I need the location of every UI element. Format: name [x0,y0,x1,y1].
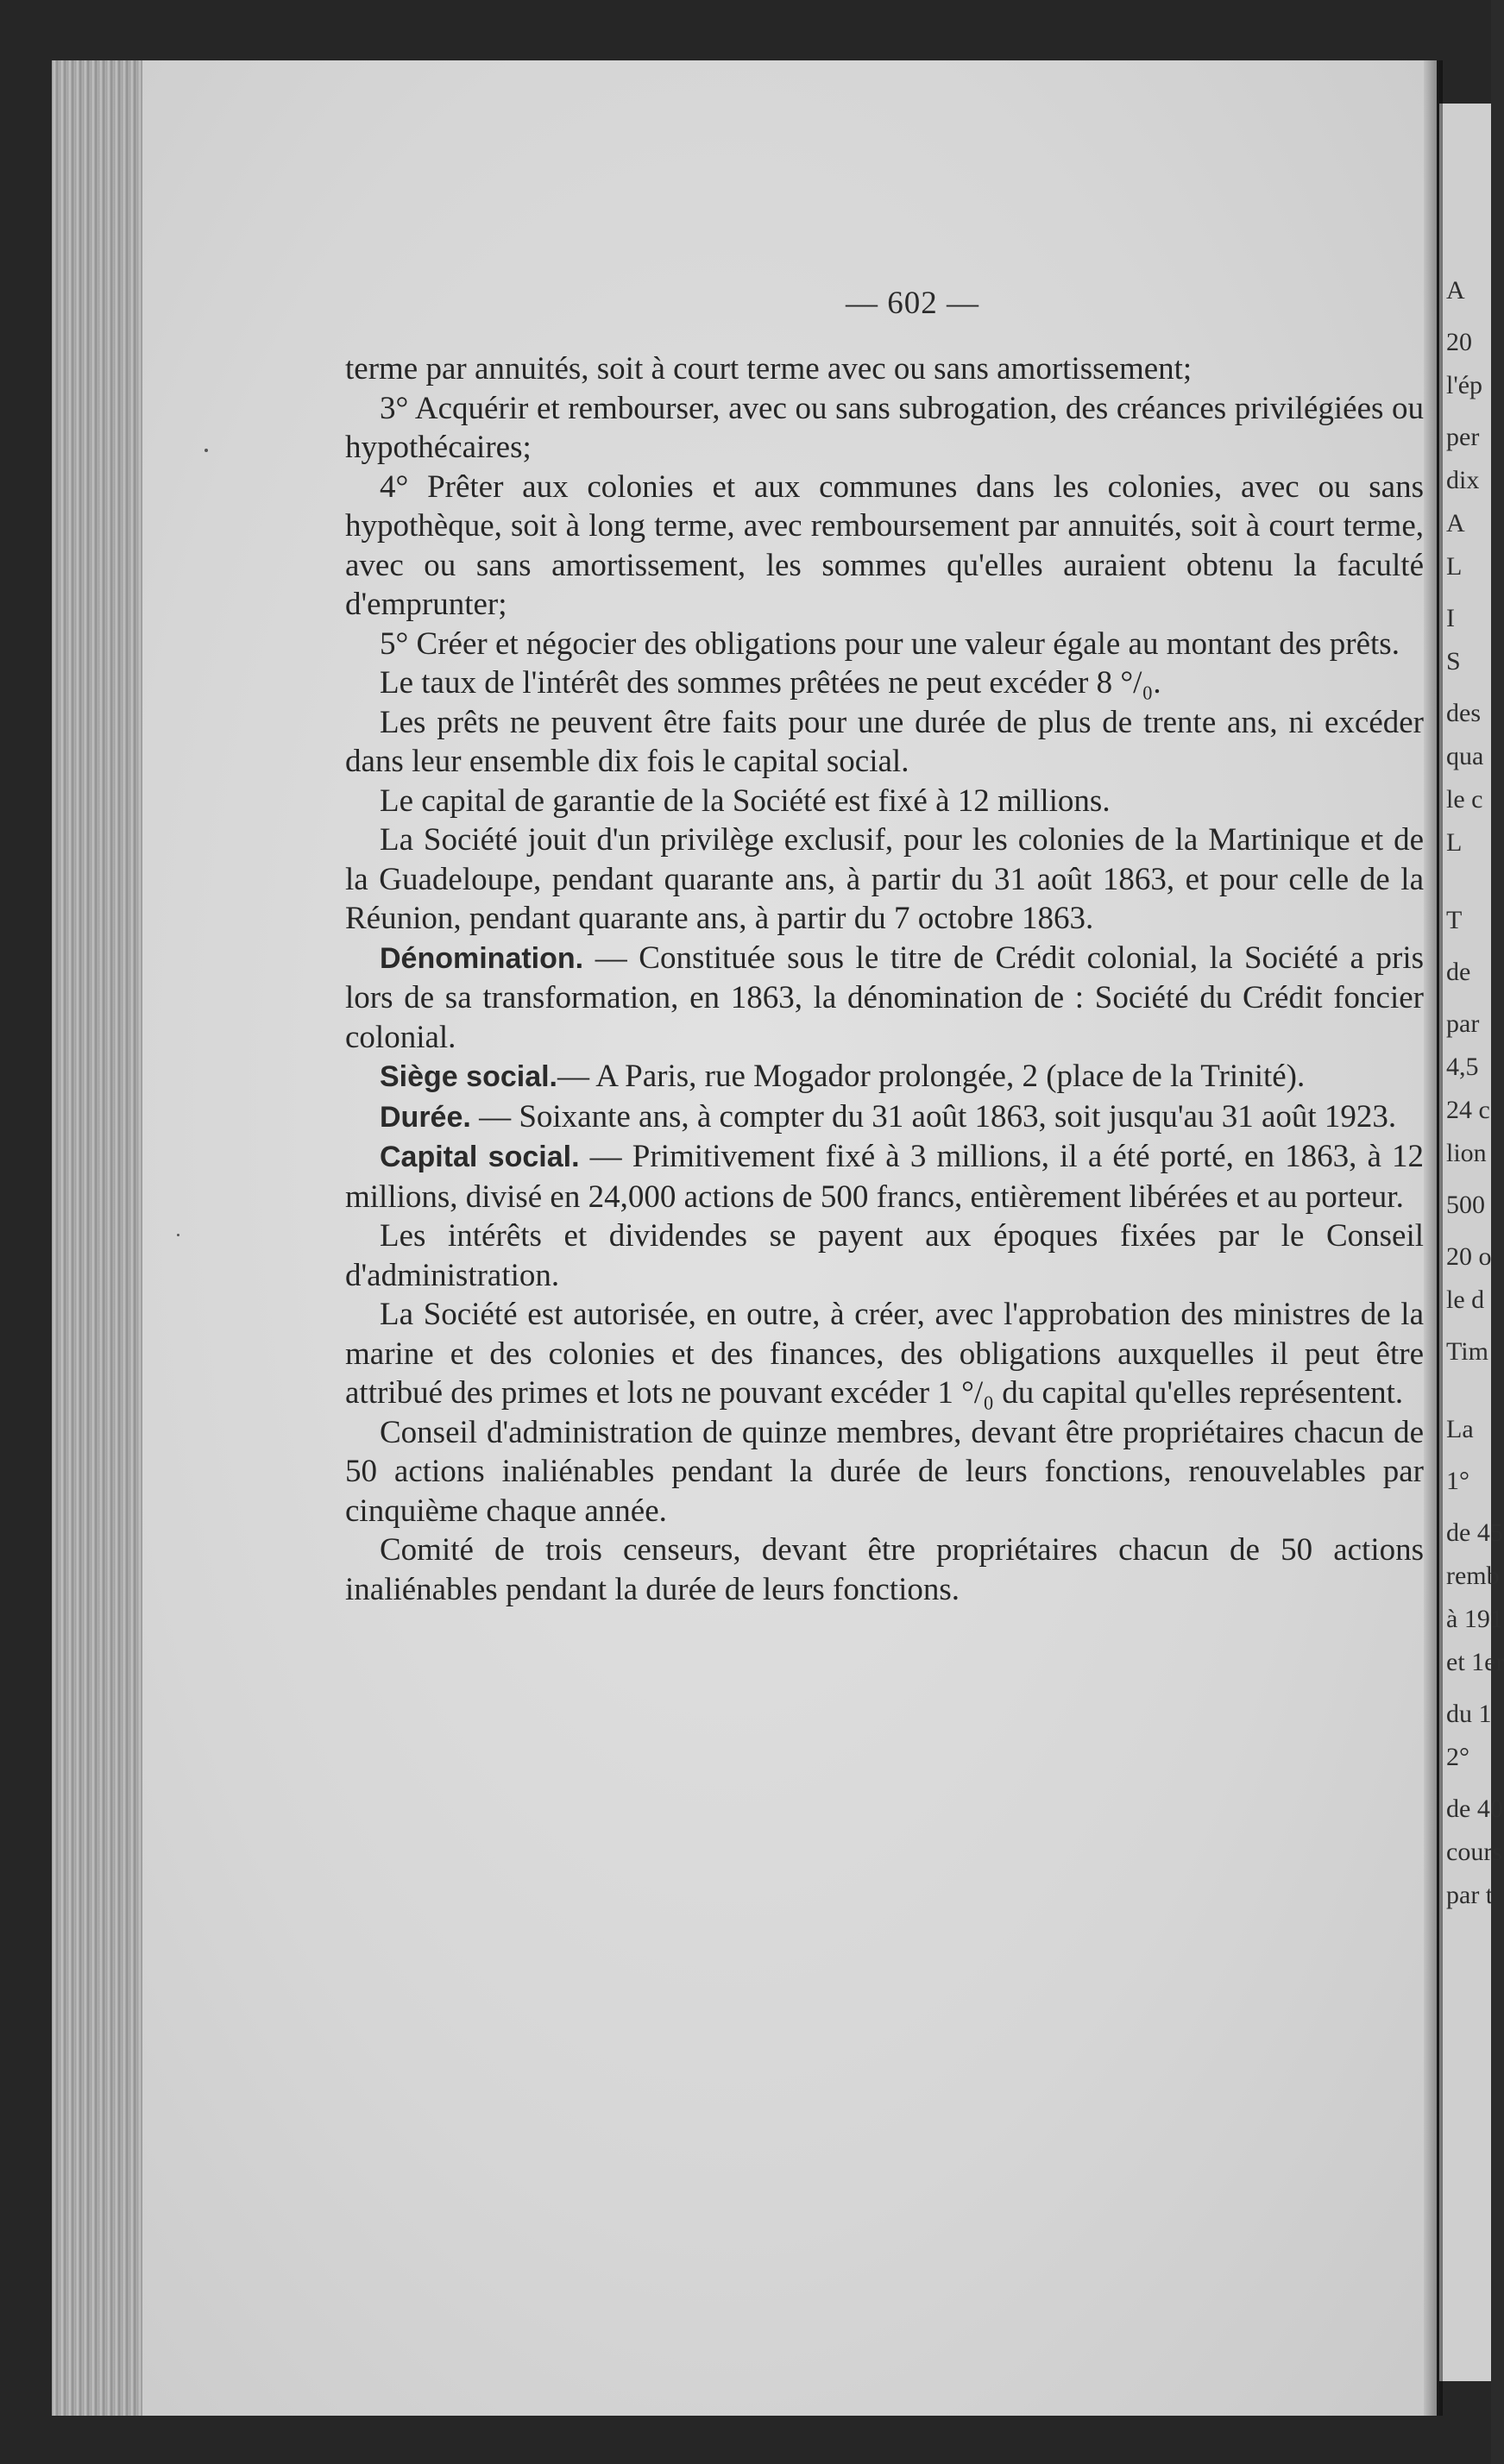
adjacent-page-fragment: de [1446,958,1471,986]
adjacent-page-fragment: I [1446,604,1455,632]
adjacent-page-fragment: le d [1446,1285,1485,1314]
adjacent-page-fragment: A [1446,276,1465,305]
paragraph-text: 5° Créer et négocier des obligations pour une valeur égale au montant des prêts. [380,625,1400,662]
paragraph [345,1531,1424,1609]
paragraph-text: Les intérêts et dividendes se payent aux époques fixées par le Conseil d'administration. [345,1218,1424,1293]
paragraph [345,663,1424,703]
paragraph-text: Les prêts ne peuvent être faits pour une durée de plus de trente ans, ni excéder dans leur ensemble dix fois le capital social. [345,704,1424,779]
paragraph-text: La Société est autorisée, en outre, à créer, avec l'approbation des ministres de la marine et des colonies et des finances, des obligations auxquelles il peut être attribué des primes et lots ne pouvant excéder 1 °/₀ du capital qu'elles représentent. [345,1297,1424,1411]
adjacent-page-fragment: cours [1446,1838,1502,1866]
paragraph-text: Le capital de garantie de la Société est fixé à 12 millions. [380,783,1111,819]
paragraph [345,939,1424,1058]
adjacent-page-fragment: remb [1446,1562,1500,1590]
page-body [345,349,1424,1609]
paragraph [345,820,1424,939]
paragraph-text: — Constituée sous le titre de Crédit colonial, la Société a pris lors de sa transformation, en 1863, la dénomination de : Société du Crédit foncier colonial. [345,940,1424,1055]
adjacent-page-fragment: à 191 [1446,1605,1503,1633]
page-number: — 602 — [846,286,979,321]
adjacent-page-strip [1439,104,1504,2381]
paragraph [345,1057,1424,1097]
adjacent-page-fragment: par [1446,1009,1480,1038]
adjacent-page-fragment: 2° [1446,1743,1469,1771]
adjacent-page-fragment: dix [1446,466,1480,494]
adjacent-page-fragment: 1° [1446,1467,1469,1495]
paragraph-text: — Soixante ans, à compter du 31 août 1863, soit jusqu'au 31 août 1923. [470,1098,1397,1135]
adjacent-page-fragment: et 1er [1446,1648,1504,1676]
paragraph [345,782,1424,821]
section-heading: Siège social. [380,1060,557,1093]
adjacent-page-fragment: 24 c [1446,1096,1490,1124]
adjacent-page-fragment: A [1446,509,1465,537]
paragraph [345,625,1424,664]
adjacent-page-fragment: per [1446,423,1480,451]
adjacent-page-fragment: de 45 [1446,1518,1503,1547]
section-heading: Durée. [380,1100,471,1134]
paragraph-text: terme par annuités, soit à court terme avec ou sans amortissement; [345,351,1193,387]
adjacent-page-fragment: 20 [1446,328,1472,356]
paragraph-text: Comité de trois censeurs, devant être propriétaires chacun de 50 actions inaliénables pendant la durée de leurs fonctions. [345,1532,1424,1607]
adjacent-page-fragment: des [1446,699,1481,727]
paragraph-text: 4° Prêter aux colonies et aux communes dans les colonies, avec ou sans hypothèque, soit à long terme, avec remboursement par annuités, soit à court terme, avec ou sans amortissement, les sommes qu'elles auraient obtenu la faculté d'emprunter; [345,468,1424,622]
section-heading: Dénomination. [380,941,584,975]
paragraph [345,1137,1424,1216]
page-stack-edge [52,60,147,2416]
adjacent-page-fragment: L [1446,828,1463,857]
paragraph-text: — Primitivement fixé à 3 millions, il a été porté, en 1863, à 12 millions, divisé en 24,000 actions de 500 francs, entièrement libérées et au porteur. [345,1139,1425,1215]
adjacent-page-fragment: 4,5 [1446,1053,1479,1081]
paragraph-text: Le taux de l'intérêt des sommes prêtées ne peut excéder 8 °/₀. [380,665,1161,701]
adjacent-page-fragment: le c [1446,785,1483,814]
dust-speck [205,449,208,452]
adjacent-page-fragment: de 40 [1446,1795,1503,1823]
adjacent-page-fragment: qua [1446,742,1484,770]
paragraph [345,703,1424,782]
paragraph-text: 3° Acquérir et rembourser, avec ou sans subrogation, des créances privilégiées ou hypothécaires; [345,390,1424,465]
adjacent-page-fragment: du 1 [1446,1700,1492,1728]
adjacent-page-fragment: S [1446,647,1461,676]
spine-shadow [1424,60,1443,2416]
paragraph [345,468,1424,625]
dust-speck [177,1234,179,1236]
section-heading: Capital social. [380,1141,580,1173]
paragraph-text: La Société jouit d'un privilège exclusif, pour les colonies de la Martinique et de la Guadeloupe, pendant quarante ans, à partir du 31 août 1863, et pour celle de la Réunion, pendant quarante ans, à partir du 7 octobre 1863. [345,822,1424,936]
adjacent-page-fragment: lion [1446,1139,1487,1167]
paragraph [345,1097,1424,1138]
adjacent-page-fragment: l'ép [1446,371,1483,399]
adjacent-page-fragment: 500 [1446,1191,1485,1219]
adjacent-page-fragment: T [1446,906,1463,934]
paragraph-text: — A Paris, rue Mogador prolongée, 2 (place de la Trinité). [557,1059,1306,1094]
paragraph [345,1295,1424,1413]
adjacent-page-fragment: 20 o [1446,1242,1492,1271]
adjacent-page-fragment: L [1446,552,1463,581]
paragraph-text: Conseil d'administration de quinze membres, devant être propriétaires chacun de 50 actions inaliénables pendant la durée de leurs fonctions, renouvelables par cinquième chaque année. [345,1414,1424,1529]
paragraph [345,1216,1424,1295]
paragraph [345,1413,1424,1531]
paragraph [345,389,1424,468]
adjacent-page-fragment: Tim [1446,1337,1488,1366]
adjacent-page-fragment: La [1446,1415,1474,1443]
adjacent-page-fragment: par t [1446,1881,1494,1909]
paragraph [345,349,1424,389]
